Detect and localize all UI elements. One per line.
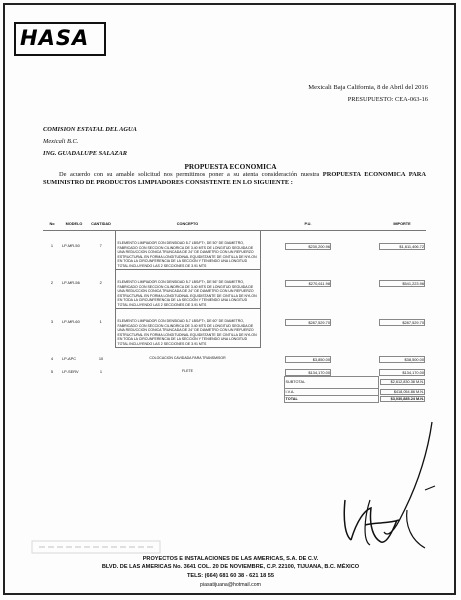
row-concepto: FLETE [182,368,193,373]
footer-phones: TELS: (664) 681 60 38 - 621 18 55 [186,573,275,579]
subtotal-row [43,376,426,388]
table-row [43,231,426,270]
table-header-row [43,217,426,231]
row-pu: $270,611.98 [285,280,331,287]
row-importe: $134,170.00 [379,369,425,376]
row-no: 2 [50,279,54,285]
col-header-no: No [43,217,61,231]
col-header-importe: IMPORTE [378,217,426,231]
row-importe: $287,529.70 [379,319,425,326]
row-importe: $541,223.96 [379,280,425,287]
logo-text: HASA [20,26,90,50]
total-value: $3,030,885.24 M.N. [380,396,426,402]
intro-plain: De acuerdo con su amable solicitud nos permitimos poner a su atenta consideración nuestra [59,171,323,178]
addressee-org: COMISION ESTATAL DEL AGUA [43,126,137,133]
footer-email: piasatijuana@hotmail.com [200,582,261,588]
row-pu: $3,850.00 [285,356,331,363]
row-modelo: LP-APC [62,355,77,361]
row-cantidad: 10 [98,355,104,361]
col-header-pu: P.U. [284,217,332,231]
faded-stamp [31,540,161,554]
table-row [43,270,426,309]
row-modelo: LP-MR-56 [62,279,80,285]
row-concepto: ELEMENTO LIMPIADOR CON DENSIDAD 5-7 LBS/FT³, DE 50" DE DIAMETRO, FABRICADO CON SECCION CILINDRICA DE 3.40 MTS DE LONGITUD SEGUIDA DE UNA REDUCCION CONICA TRUNCADA DE 24" DE DIAMETRO CON UN REFUERZO ESTRUCTURAL EN FORMA LONGITUDINAL EQUIDISTANTE DE CINTILLA DE NYLON EN TODA LA CIRCUNFERENCIA DE LA SECCION Y TENIENDO UNA LONGITUD TOTAL INCLUYENDO LAS 2 SECCIONES DE 3.91 MTS [115,231,260,270]
row-cantidad: 1 [99,368,103,374]
iva-label: I.V.A. [284,388,378,395]
iva-row [43,388,426,395]
row-pu: $287,529.70 [285,319,331,326]
row-cantidad: 1 [99,318,102,324]
subtotal-value: $2,612,830.38 M.N. [380,379,426,385]
col-header-concepto: CONCEPTO [115,217,260,231]
date-line: Mexicali Baja California, 8 de Abril del 2016 [308,84,428,91]
col-header-cantidad: CANTIDAD [87,217,115,231]
row-no: 1 [50,243,54,248]
row-no: 4 [50,355,54,361]
row-concepto: COLOCACION CAVIDADA PARA TRANSMISOR [149,356,226,360]
row-importe: $1,611,406.72 [379,243,425,250]
row-cantidad: 7 [99,243,102,248]
row-concepto: ELEMENTO LIMPIADOR CON DENSIDAD 5-7 LBS/FT³, DE 56" DE DIAMETRO, FABRICADO CON SECCION CILINDRICA DE 3.40 MTS DE LONGITUD SEGUIDA DE UNA REDUCCION CONICA TRUNCADA DE 24" DE DIAMETRO CON UN REFUERZO ESTRUCTURAL EN FORMA LONGITUDINAL EQUIDISTANTE DE CINTILLA DE NYLON EN TODA LA CIRCUNFERENCIA DE LA SECCION Y TENIENDO UNA LONGITUD TOTAL INCLUYENDO LAS 2 SECCIONES DE 3.91 MTS [115,270,260,309]
table-row [43,363,426,377]
iva-value: $418,054.86 M.N. [380,389,426,395]
table-row [43,348,426,363]
row-cantidad: 2 [99,279,102,285]
intro-bold: PROPUESTA ECONOMICA PARA SUMINISTRO DE PRODUCTOS LIMPIADORES CONSISTENTE EN LO SIGUIENTE : [43,171,426,187]
subtotal-label: SUBTOTAL [284,376,378,388]
proposal-title: PROPUESTA ECONOMICA [184,162,277,171]
row-modelo: LP-MR-50 [62,243,80,248]
table-row [43,309,426,348]
row-modelo: LP-MR-60 [62,318,80,324]
proposal-intro [43,171,426,187]
footer-address: BLVD. DE LAS AMERICAS No. 3641 COL. 20 DE NOVIEMBRE, C.P. 22100, TIJUANA, B.C. MÉXICO [101,564,360,570]
row-pu: $134,170.00 [285,369,331,376]
row-no: 5 [50,368,54,374]
items-table [43,217,426,403]
addressee-attention: ING. GUADALUPE SALAZAR [43,150,127,157]
total-label: TOTAL [284,395,378,402]
col-header-modelo: MODELO [61,217,87,231]
company-logo [14,22,106,56]
row-importe: $38,500.00 [379,356,425,363]
row-concepto: ELEMENTO LIMPIADOR CON DENSIDAD 5-7 LBS/FT³, DE 60" DE DIAMETRO, FABRICADO CON SECCION CILINDRICA DE 3.40 MTS DE LONGITUD SEGUIDA DE UNA REDUCCION CONICA TRUNCADA DE 24" DE DIAMETRO CON UN REFUERZO ESTRUCTURAL EN FORMA LONGITUDINAL EQUIDISTANTE DE CINTILLA DE NYLON EN TODA LA CIRCUNFERENCIA DE LA SECCION Y TENIENDO UNA LONGITUD TOTAL INCLUYENDO LAS 2 SECCIONES DE 3.91 MTS [115,309,260,348]
total-row [43,395,426,402]
row-pu: $230,200.96 [285,243,331,250]
footer-company: PROYECTOS E INSTALACIONES DE LAS AMERICAS, S.A. DE C.V. [142,556,319,562]
addressee-city: Mexicali B.C. [43,138,79,145]
presupuesto-number: PRESUPUESTO: CEA-063-16 [347,96,428,103]
row-no: 3 [50,318,54,324]
row-modelo: LP-SERV [62,368,79,374]
